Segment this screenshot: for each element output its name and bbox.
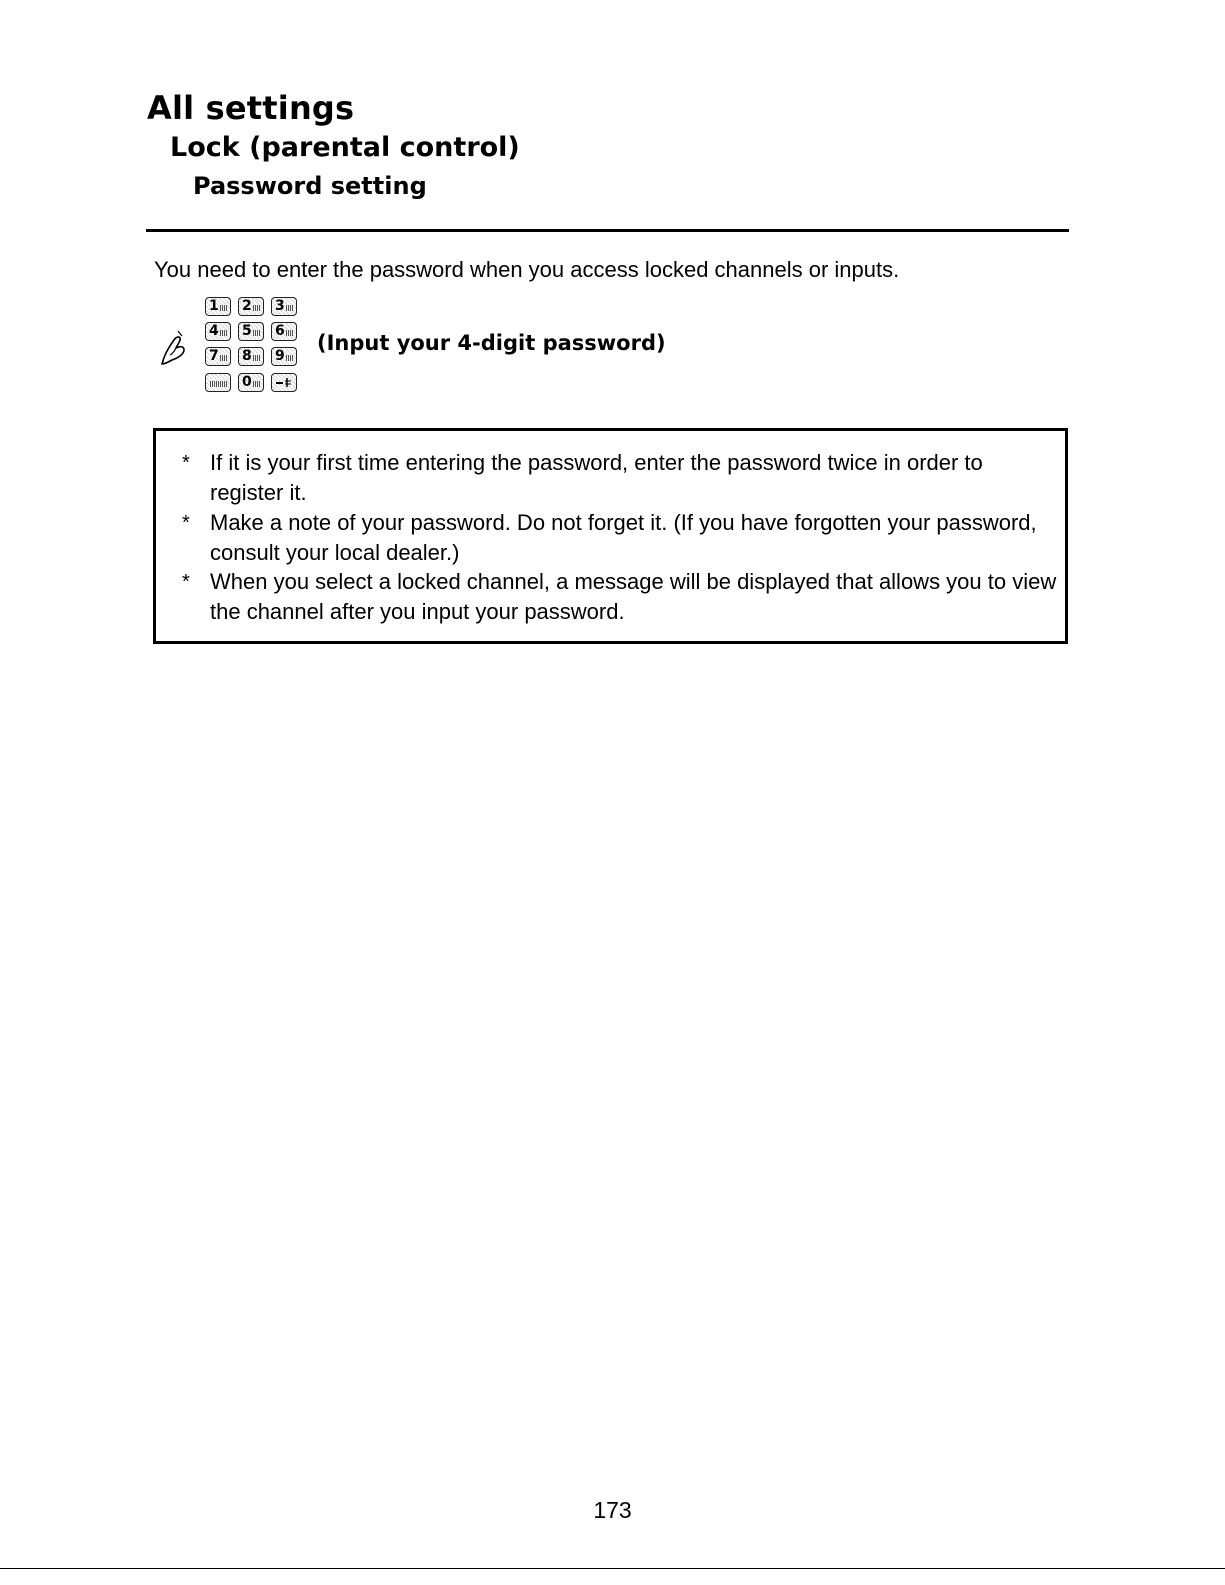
key-9-button[interactable] (271, 347, 297, 366)
note-text: If it is your first time entering the password, enter the password twice in order to register it. (210, 450, 983, 505)
subsection-heading: Password setting (193, 172, 427, 200)
stylus-hand-icon (158, 328, 190, 368)
key-7-button[interactable] (205, 347, 231, 366)
key-8-label: 8 (242, 348, 252, 364)
notes-box (153, 428, 1068, 644)
key-9-label: 9 (275, 348, 285, 364)
key-8-button[interactable] (238, 347, 264, 366)
key-dash-button[interactable] (271, 373, 297, 392)
key-5-label: 5 (242, 323, 252, 339)
section-heading: Lock (parental control) (170, 132, 520, 163)
key-0-button[interactable] (238, 373, 264, 392)
dash-icon (273, 375, 295, 390)
note-bullet: * (182, 571, 190, 593)
key-2-label: 2 (242, 298, 252, 314)
key-4-label: 4 (209, 323, 219, 339)
key-1-button[interactable] (205, 297, 231, 316)
note-text: When you select a locked channel, a message will be displayed that allows you to view the channel after you input your password. (210, 569, 1057, 624)
key-last-button[interactable] (205, 373, 231, 392)
page-bottom-rule (0, 1568, 1225, 1569)
note-text: Make a note of your password. Do not forget it. (If you have forgotten your password, consult your local dealer.) (210, 510, 1037, 565)
key-7-label: 7 (209, 348, 219, 364)
number-keypad (205, 297, 305, 397)
key-2-button[interactable] (238, 297, 264, 316)
key-4-button[interactable] (205, 322, 231, 341)
page-title: All settings (147, 89, 355, 127)
key-1-label: 1 (209, 298, 219, 314)
key-3-button[interactable] (271, 297, 297, 316)
key-6-label: 6 (275, 323, 285, 339)
key-3-label: 3 (275, 298, 285, 314)
note-bullet: * (182, 452, 190, 474)
key-5-button[interactable] (238, 322, 264, 341)
intro-text: You need to enter the password when you access locked channels or inputs. (154, 257, 900, 282)
page-number: 173 (593, 1497, 632, 1523)
key-0-label: 0 (242, 374, 252, 390)
heading-divider (146, 229, 1069, 232)
keypad-instruction: (Input your 4-digit password) (317, 331, 666, 355)
key-6-button[interactable] (271, 322, 297, 341)
note-bullet: * (182, 512, 190, 534)
